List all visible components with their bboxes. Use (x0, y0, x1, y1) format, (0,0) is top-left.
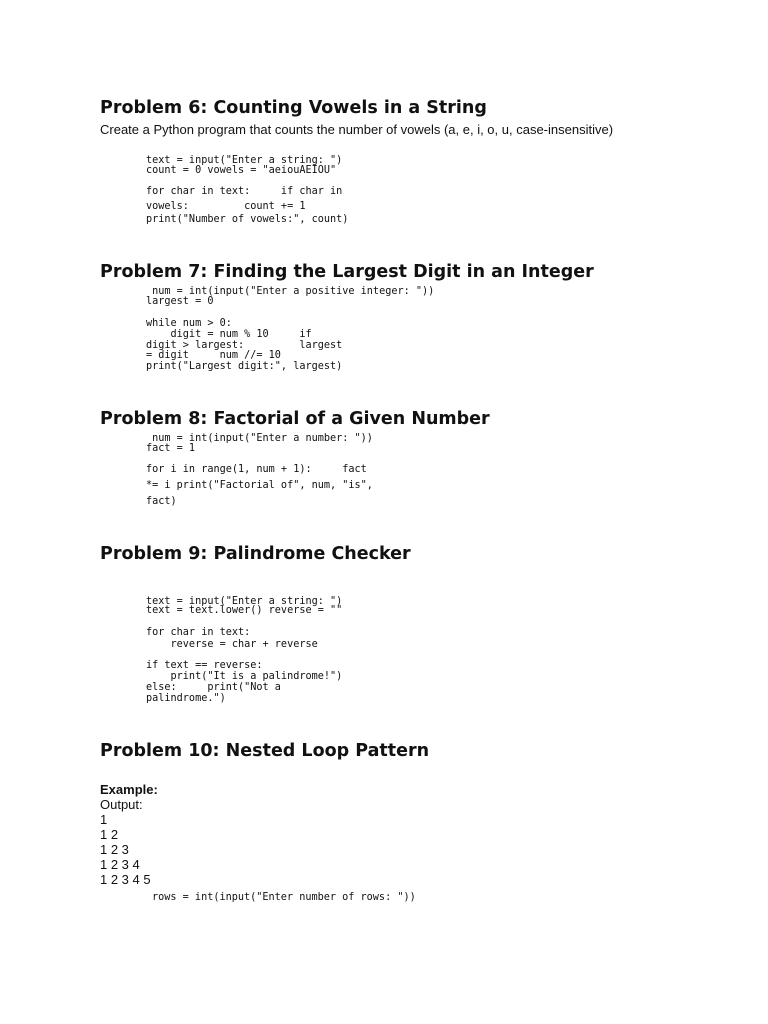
code-line: for i in range(1, num + 1): fact (146, 464, 367, 475)
code-line: digit = num % 10 if (146, 329, 312, 340)
problem-8-heading: Problem 8: Factorial of a Given Number (100, 409, 490, 429)
output-line: 1 2 3 4 5 (100, 872, 151, 887)
code-line: num = int(input("Enter a number: ")) (146, 433, 373, 444)
output-line: 1 (100, 812, 108, 827)
code-line: while num > 0: (146, 318, 232, 329)
code-line: text = input("Enter a string: ") (146, 596, 343, 607)
code-line: vowels: count += 1 (146, 201, 306, 212)
code-line: digit > largest: largest (146, 340, 343, 351)
problem-9-heading: Problem 9: Palindrome Checker (100, 544, 411, 564)
code-line: print("Largest digit:", largest) (146, 361, 343, 372)
example-label: Example: (100, 782, 158, 797)
problem-6-description: Create a Python program that counts the number of vowels (a, e, i, o, u, case-insensitive) (100, 122, 614, 137)
output-line: 1 2 (100, 827, 119, 842)
code-line: for char in text: if char in (146, 186, 343, 197)
code-line: largest = 0 (146, 296, 214, 307)
code-line: palindrome.") (146, 693, 226, 704)
code-line: fact = 1 (146, 443, 196, 454)
code-line: for char in text: (146, 627, 251, 638)
output-line: 1 2 3 (100, 842, 129, 857)
code-line: rows = int(input("Enter number of rows: ")) (152, 892, 416, 903)
code-line: *= i print("Factorial of", num, "is", (146, 480, 373, 491)
code-line: text = text.lower() reverse = "" (146, 605, 343, 616)
code-line: print("It is a palindrome!") (146, 671, 343, 682)
problem-10-heading: Problem 10: Nested Loop Pattern (100, 741, 430, 761)
code-line: text = input("Enter a string: ") (146, 155, 343, 166)
code-line: count = 0 vowels = "aeiouAEIOU" (146, 165, 337, 176)
code-line: print("Number of vowels:", count) (146, 214, 349, 225)
code-line: else: print("Not a (146, 682, 281, 693)
code-line: num = int(input("Enter a positive integer: ")) (146, 286, 435, 297)
code-line: = digit num //= 10 (146, 350, 281, 361)
problem-6-heading: Problem 6: Counting Vowels in a String (100, 98, 487, 118)
output-label: Output: (100, 797, 143, 812)
problem-7-heading: Problem 7: Finding the Largest Digit in an Integer (100, 262, 594, 282)
code-line: fact) (146, 496, 177, 507)
code-line: if text == reverse: (146, 660, 263, 671)
output-line: 1 2 3 4 (100, 857, 140, 872)
code-line: reverse = char + reverse (146, 639, 318, 650)
